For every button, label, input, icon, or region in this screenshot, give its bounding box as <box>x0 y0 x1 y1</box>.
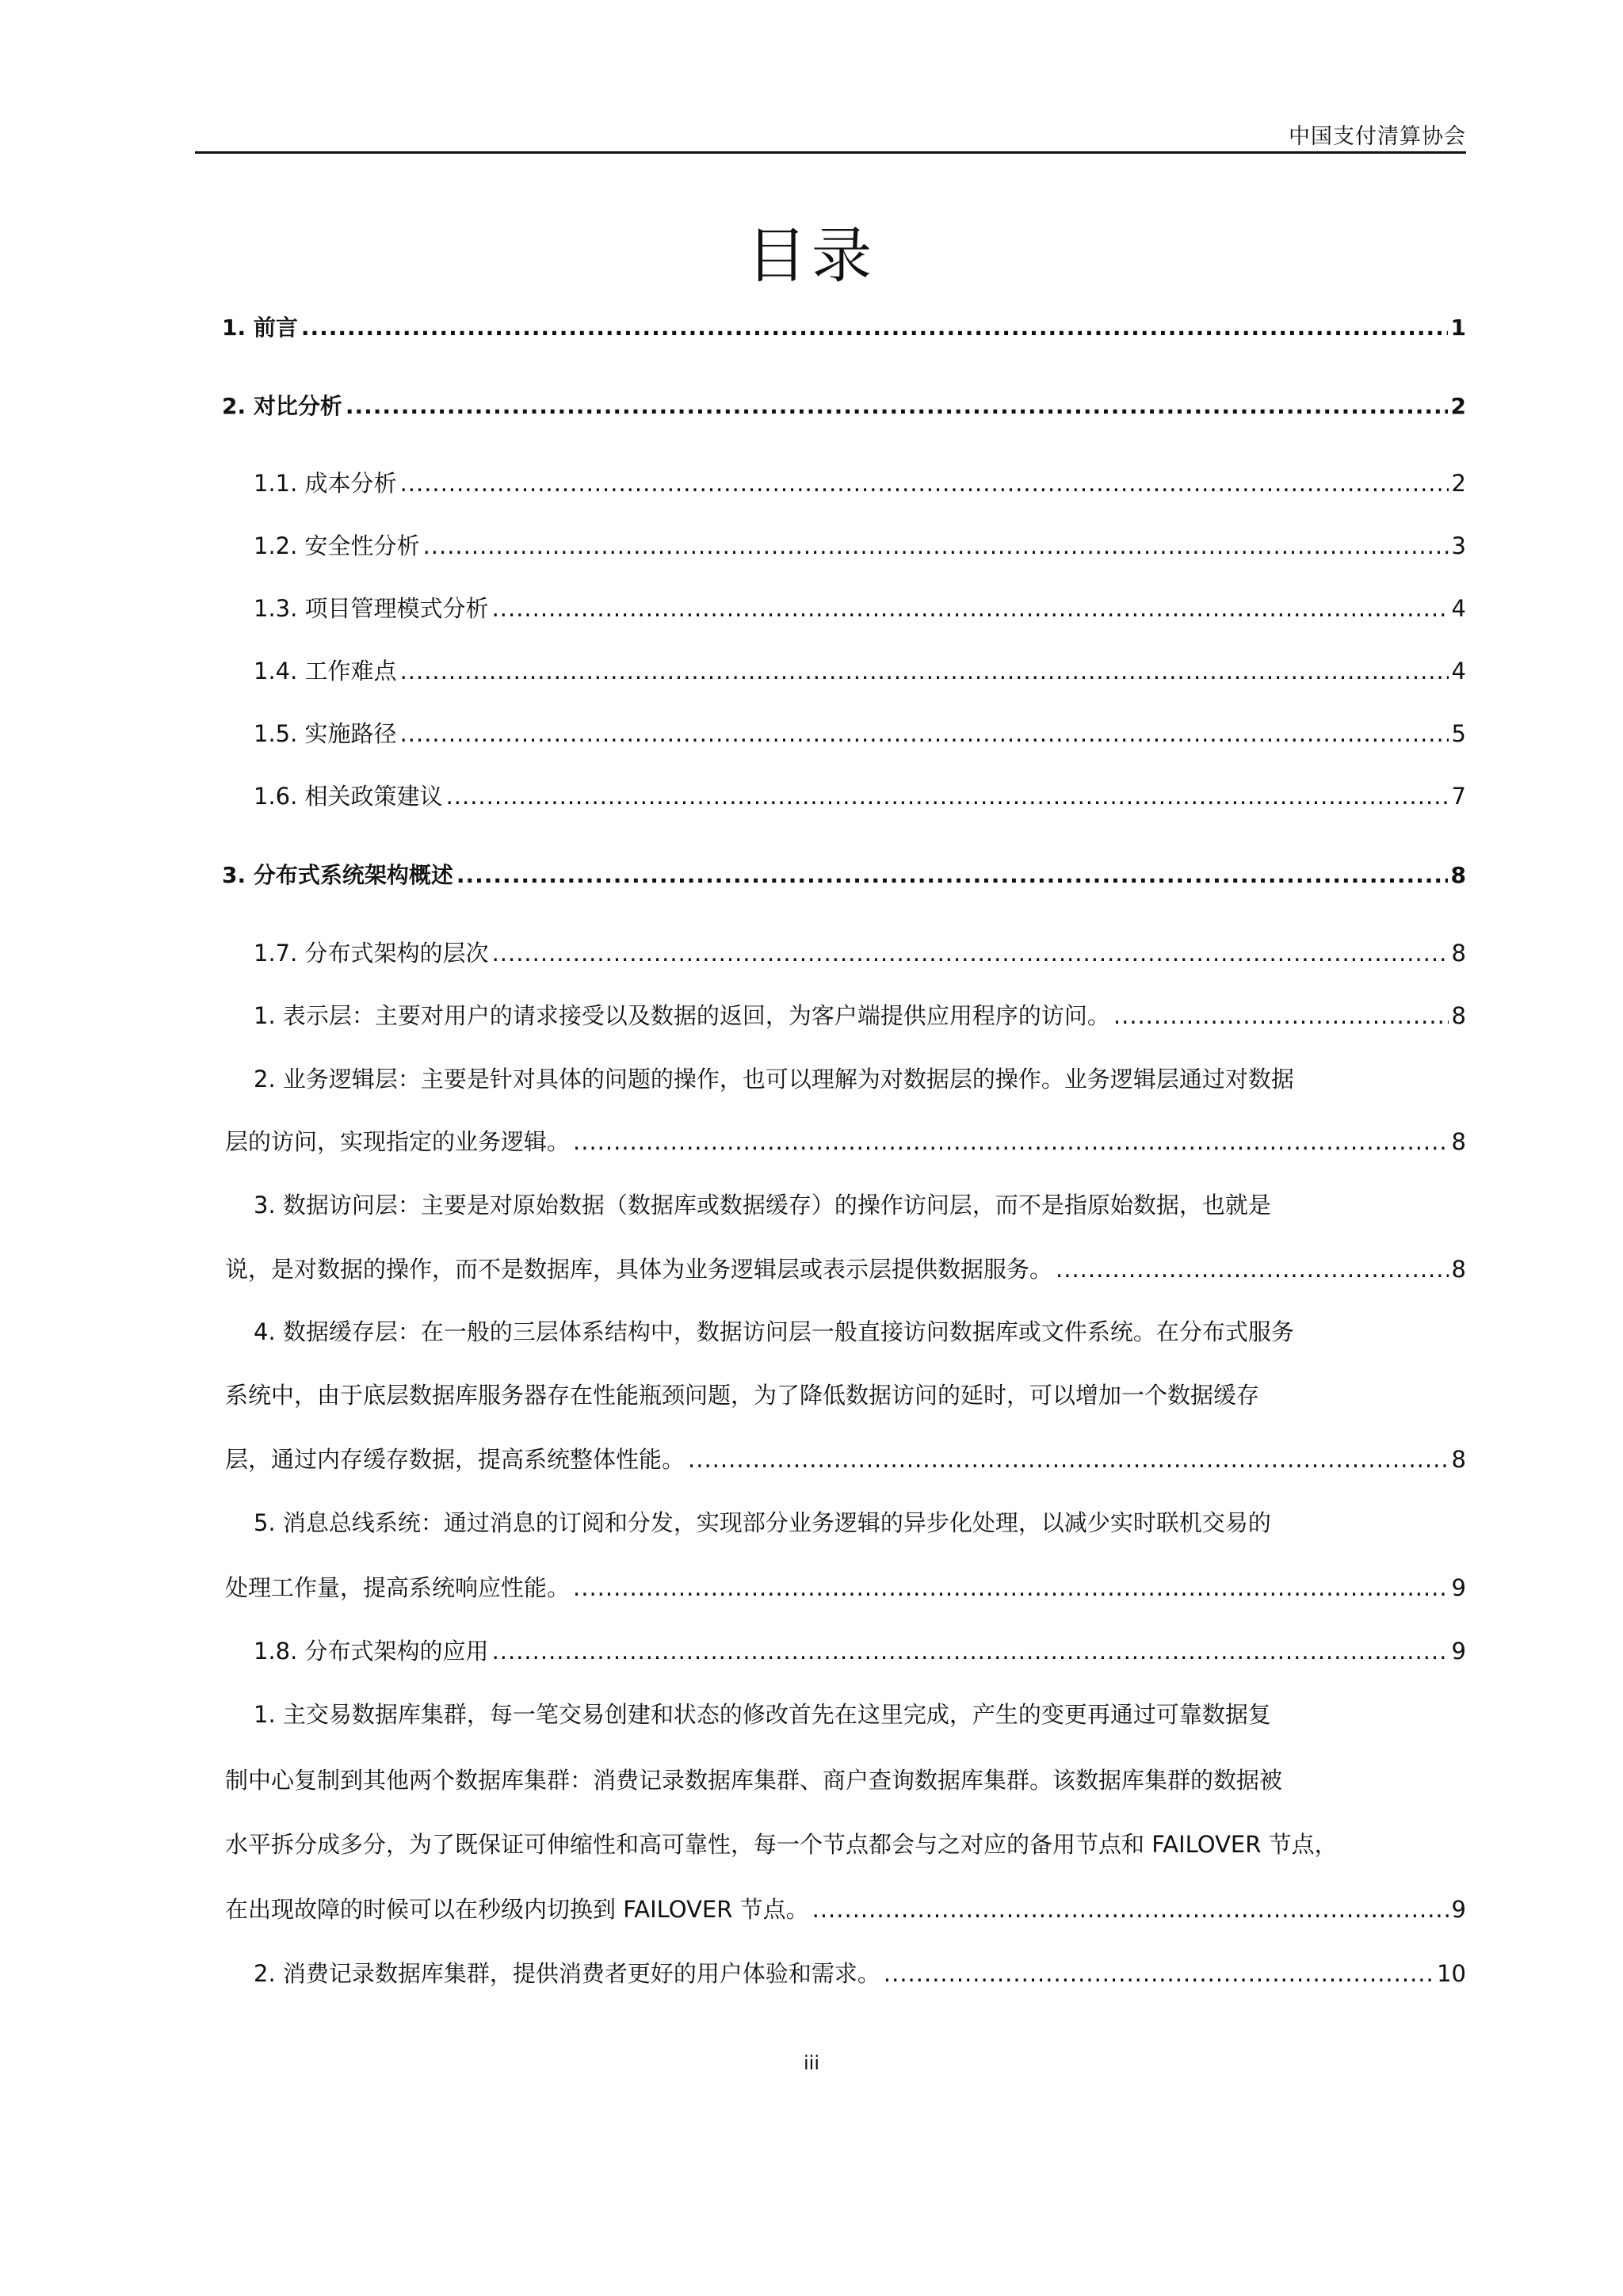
toc-entry-presentation-layer[interactable]: 1. 表示层：主要对用户的请求接受以及数据的返回，为客户端提供应用程序的访问。 ..... 8 <box>254 1000 1466 1032</box>
toc-entry-data-access-layer-cont[interactable]: 说，是对数据的操作，而不是数据库，具体为业务逻辑层或表示层提供数据服务。 ..... 8 <box>225 1253 1466 1285</box>
toc-entry-main-trade-db-cont2[interactable]: 水平拆分成多分，为了既保证可伸缩性和高可靠性，每一个节点都会与之对应的备用节点和 FAILOVER 节点， <box>225 1831 1338 1858</box>
header-rule <box>195 151 1466 154</box>
page-title: 目录 <box>747 220 876 291</box>
page-number: iii <box>803 2052 819 2074</box>
toc-entry-preface[interactable]: 1. 前言 ..... 1 <box>222 312 1466 344</box>
toc-entry-consumption-db[interactable]: 2. 消费记录数据库集群，提供消费者更好的用户体验和需求。 ..... 10 <box>254 1958 1466 1989</box>
toc-entry-distributed-overview[interactable]: 3. 分布式系统架构概述 ..... 8 <box>222 860 1466 891</box>
toc-entry-main-trade-db[interactable]: 1. 主交易数据库集群，每一笔交易创建和状态的修改首先在这里完成，产生的变更再通过可靠数据复 <box>254 1701 1271 1728</box>
toc-entry-cost[interactable]: 1.1. 成本分析 ..... 2 <box>254 467 1466 499</box>
toc-entry-main-trade-db-cont1[interactable]: 制中心复制到其他两个数据库集群：消费记录数据库集群、商户查询数据库集群。该数据库集群的数据被 <box>225 1767 1283 1794</box>
toc-entry-cache-layer-cont2[interactable]: 层，通过内存缓存数据，提高系统整体性能。 ..... 8 <box>225 1444 1466 1475</box>
header-organization: 中国支付清算协会 <box>1289 124 1466 149</box>
toc-entry-message-bus[interactable]: 5. 消息总线系统：通过消息的订阅和分发，实现部分业务逻辑的异步化处理，以减少实时联机交易的 <box>254 1509 1271 1536</box>
toc-entry-cache-layer[interactable]: 4. 数据缓存层：在一般的三层体系结构中，数据访问层一般直接访问数据库或文件系统。在分布式服务 <box>254 1318 1294 1345</box>
toc-entry-cache-layer-cont1[interactable]: 系统中，由于底层数据库服务器存在性能瓶颈问题，为了降低数据访问的延时，可以增加一个数据缓存 <box>225 1382 1260 1409</box>
toc-entry-project-mgmt[interactable]: 1.3. 项目管理模式分析 ..... 4 <box>254 593 1466 624</box>
toc-entry-business-layer-cont[interactable]: 层的访问，实现指定的业务逻辑。 ..... 8 <box>225 1126 1466 1158</box>
toc-entry-business-layer[interactable]: 2. 业务逻辑层：主要是针对具体的问题的操作，也可以理解为对数据层的操作。业务逻辑层通过对数据 <box>254 1066 1294 1093</box>
toc-entry-difficulties[interactable]: 1.4. 工作难点 ..... 4 <box>254 655 1466 687</box>
toc-entry-applications[interactable]: 1.8. 分布式架构的应用 ..... 9 <box>254 1635 1466 1667</box>
toc-entry-data-access-layer[interactable]: 3. 数据访问层：主要是对原始数据（数据库或数据缓存）的操作访问层，而不是指原始数据，也就是 <box>254 1192 1271 1219</box>
toc-entry-implementation[interactable]: 1.5. 实施路径 ..... 5 <box>254 718 1466 749</box>
toc-entry-message-bus-cont[interactable]: 处理工作量，提高系统响应性能。 ..... 9 <box>225 1572 1466 1604</box>
toc-entry-comparison[interactable]: 2. 对比分析 ..... 2 <box>222 391 1466 422</box>
toc-entry-policy[interactable]: 1.6. 相关政策建议 ..... 7 <box>254 780 1466 812</box>
toc-entry-layers[interactable]: 1.7. 分布式架构的层次 ..... 8 <box>254 937 1466 969</box>
toc-entry-main-trade-db-cont3[interactable]: 在出现故障的时候可以在秒级内切换到 FAILOVER 节点。 ..... 9 <box>225 1894 1466 1925</box>
toc-entry-security[interactable]: 1.2. 安全性分析 ..... 3 <box>254 530 1466 562</box>
